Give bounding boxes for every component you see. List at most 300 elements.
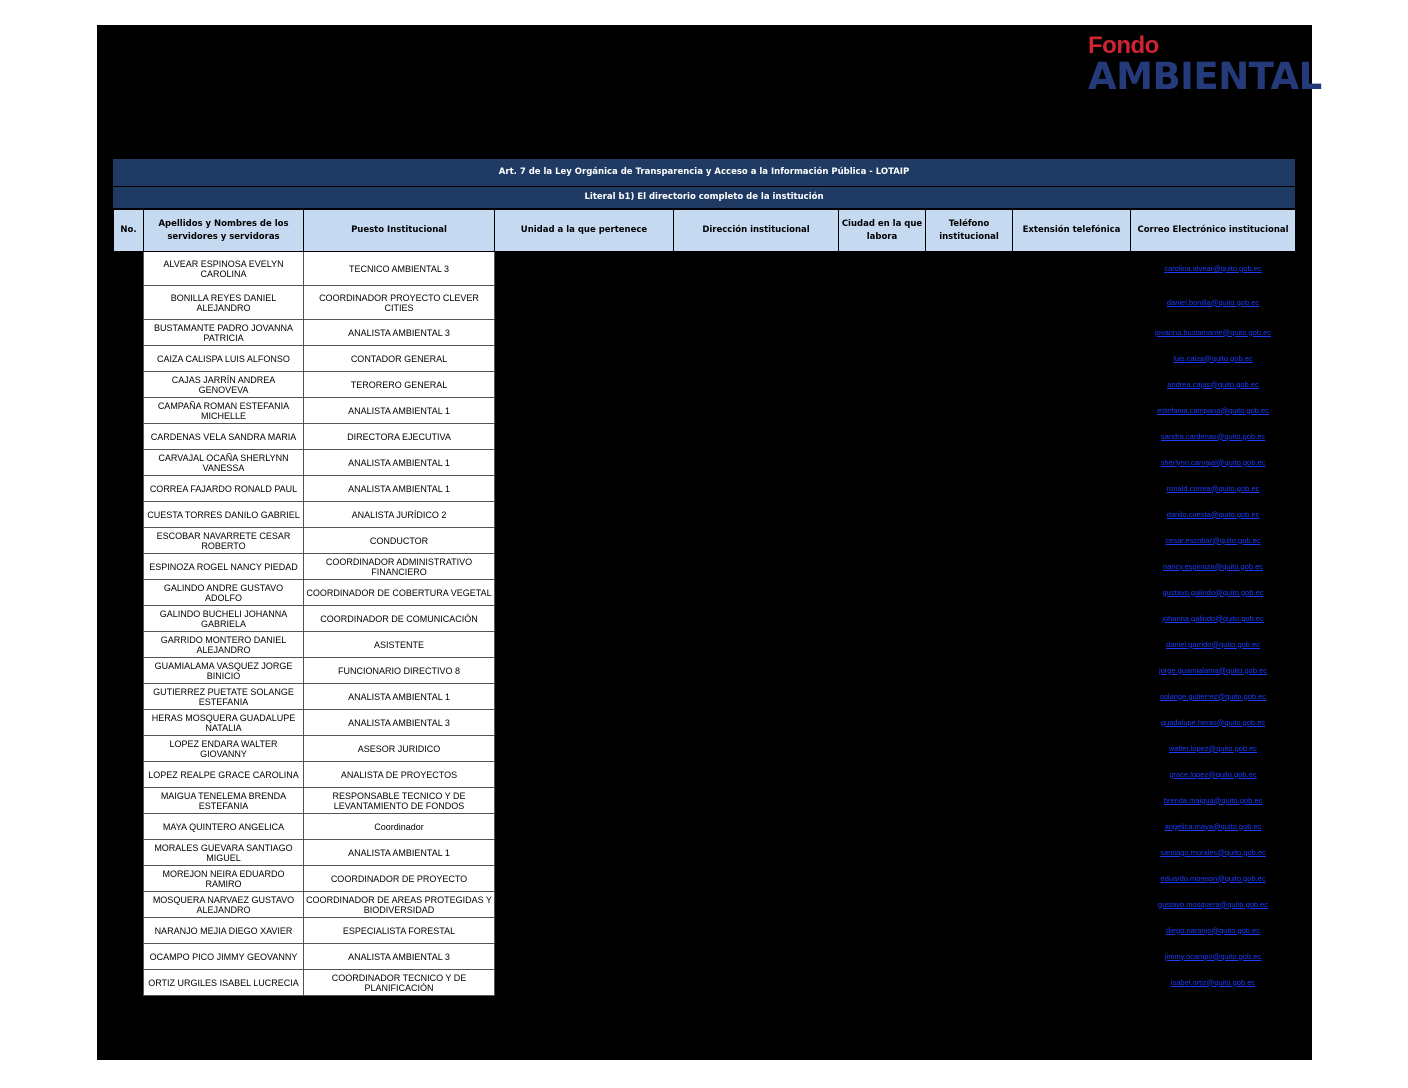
cell-extension	[1013, 658, 1131, 684]
cell-position: ANALISTA AMBIENTAL 1	[304, 840, 495, 866]
cell-no	[114, 606, 144, 632]
table-row	[114, 606, 1296, 632]
cell-address	[674, 684, 839, 710]
col-header-address: Dirección institucional	[674, 210, 839, 252]
cell-position: FUNCIONARIO DIRECTIVO 8	[304, 658, 495, 684]
cell-email	[1131, 450, 1296, 476]
cell-position: RESPONSABLE TECNICO Y DE LEVANTAMIENTO DE FONDOS	[304, 788, 495, 814]
cell-phone	[926, 918, 1013, 944]
cell-name: ESPINOZA ROGEL NANCY PIEDAD	[144, 554, 304, 580]
cell-phone	[926, 788, 1013, 814]
cell-unit	[495, 970, 674, 996]
email-link[interactable]: diego.naranjo@quito.gob.ec	[1166, 925, 1260, 935]
cell-no	[114, 658, 144, 684]
cell-city	[839, 554, 926, 580]
cell-email	[1131, 684, 1296, 710]
email-link[interactable]: walter.lopez@quito.gob.ec	[1168, 743, 1258, 753]
table-subtitle: Literal b1) El directorio completo de la institución	[113, 187, 1295, 208]
cell-no	[114, 840, 144, 866]
cell-name: GARRIDO MONTERO DANIEL ALEJANDRO	[144, 632, 304, 658]
cell-phone	[926, 450, 1013, 476]
cell-extension	[1013, 554, 1131, 580]
cell-no	[114, 814, 144, 840]
email-link[interactable]: gustavo.mosquera@quito.gob.ec	[1157, 899, 1269, 909]
col-header-name: Apellidos y Nombres de los servidores y servidoras	[144, 210, 304, 252]
table-row	[114, 762, 1296, 788]
cell-position: DIRECTORA EJECUTIVA	[304, 424, 495, 450]
cell-position: COORDINADOR ADMINISTRATIVO FINANCIERO	[304, 554, 495, 580]
cell-phone	[926, 762, 1013, 788]
cell-address	[674, 346, 839, 372]
cell-unit	[495, 580, 674, 606]
email-link[interactable]: isabel.ortiz@quito.gob.ec	[1170, 977, 1256, 987]
cell-name: ORTIZ URGILES ISABEL LUCRECIA	[144, 970, 304, 996]
cell-extension	[1013, 320, 1131, 346]
cell-unit	[495, 944, 674, 970]
email-link[interactable]: daniel.bonilla@quito.gob.ec	[1166, 297, 1260, 307]
cell-name: MAIGUA TENELEMA BRENDA ESTEFANIA	[144, 788, 304, 814]
cell-extension	[1013, 528, 1131, 554]
cell-no	[114, 502, 144, 528]
cell-extension	[1013, 346, 1131, 372]
cell-phone	[926, 866, 1013, 892]
table-row	[114, 372, 1296, 398]
email-link[interactable]: jimmy.ocampo@quito.gob.ec	[1164, 951, 1262, 961]
email-link[interactable]: cesar.escobar@quito.gob.ec	[1165, 535, 1261, 545]
cell-no	[114, 918, 144, 944]
cell-email	[1131, 554, 1296, 580]
cell-no	[114, 252, 144, 286]
cell-extension	[1013, 710, 1131, 736]
cell-email	[1131, 892, 1296, 918]
cell-extension	[1013, 762, 1131, 788]
cell-city	[839, 424, 926, 450]
cell-name: BUSTAMANTE PADRO JOVANNA PATRICIA	[144, 320, 304, 346]
cell-name: MORALES GUEVARA SANTIAGO MIGUEL	[144, 840, 304, 866]
table-body	[114, 252, 1296, 996]
cell-phone	[926, 320, 1013, 346]
cell-address	[674, 398, 839, 424]
cell-position: ANALISTA AMBIENTAL 1	[304, 476, 495, 502]
cell-position: ASESOR JURIDICO	[304, 736, 495, 762]
email-link[interactable]: grace.lopez@quito.gob.ec	[1169, 769, 1257, 779]
cell-city	[839, 372, 926, 398]
cell-position: COORDINADOR DE PROYECTO	[304, 866, 495, 892]
cell-unit	[495, 554, 674, 580]
cell-city	[839, 606, 926, 632]
cell-email	[1131, 918, 1296, 944]
cell-no	[114, 528, 144, 554]
cell-address	[674, 970, 839, 996]
cell-extension	[1013, 476, 1131, 502]
cell-no	[114, 398, 144, 424]
cell-phone	[926, 554, 1013, 580]
cell-phone	[926, 710, 1013, 736]
cell-name: CARVAJAL OCAÑA SHERLYNN VANESSA	[144, 450, 304, 476]
table-row	[114, 528, 1296, 554]
cell-city	[839, 346, 926, 372]
cell-phone	[926, 580, 1013, 606]
cell-name: CAIZA CALISPA LUIS ALFONSO	[144, 346, 304, 372]
cell-unit	[495, 892, 674, 918]
cell-extension	[1013, 502, 1131, 528]
cell-position: ANALISTA AMBIENTAL 3	[304, 944, 495, 970]
table-row	[114, 398, 1296, 424]
cell-address	[674, 814, 839, 840]
email-link[interactable]: estefania.campana@quito.gob.ec	[1157, 405, 1269, 415]
cell-address	[674, 554, 839, 580]
cell-extension	[1013, 684, 1131, 710]
cell-email	[1131, 398, 1296, 424]
cell-no	[114, 346, 144, 372]
cell-position: ANALISTA AMBIENTAL 1	[304, 684, 495, 710]
cell-unit	[495, 736, 674, 762]
table-row	[114, 970, 1296, 996]
email-link[interactable]: sherlynn.carvajal@quito.gob.ec	[1160, 457, 1266, 467]
cell-extension	[1013, 252, 1131, 286]
cell-unit	[495, 632, 674, 658]
cell-no	[114, 710, 144, 736]
cell-city	[839, 814, 926, 840]
cell-no	[114, 554, 144, 580]
cell-position: COORDINADOR PROYECTO CLEVER CITIES	[304, 286, 495, 320]
cell-city	[839, 892, 926, 918]
cell-city	[839, 476, 926, 502]
cell-address	[674, 762, 839, 788]
cell-extension	[1013, 918, 1131, 944]
cell-name: CAMPAÑA ROMAN ESTEFANIA MICHELLE	[144, 398, 304, 424]
cell-extension	[1013, 788, 1131, 814]
table-row	[114, 710, 1296, 736]
cell-phone	[926, 372, 1013, 398]
cell-no	[114, 866, 144, 892]
cell-unit	[495, 606, 674, 632]
cell-address	[674, 286, 839, 320]
col-header-phone: Teléfono institucional	[926, 210, 1013, 252]
cell-extension	[1013, 424, 1131, 450]
email-link[interactable]: ronald.correa@quito.gob.ec	[1166, 483, 1260, 493]
cell-no	[114, 320, 144, 346]
cell-city	[839, 684, 926, 710]
cell-email	[1131, 762, 1296, 788]
cell-name: OCAMPO PICO JIMMY GEOVANNY	[144, 944, 304, 970]
cell-position: Coordinador	[304, 814, 495, 840]
cell-unit	[495, 814, 674, 840]
cell-extension	[1013, 632, 1131, 658]
cell-address	[674, 372, 839, 398]
email-link[interactable]: andrea.cajas@quito.gob.ec	[1167, 379, 1259, 389]
email-link[interactable]: guadalupe.heras@quito.gob.ec	[1160, 717, 1266, 727]
table-row	[114, 502, 1296, 528]
cell-unit	[495, 840, 674, 866]
cell-email	[1131, 736, 1296, 762]
email-link[interactable]: santiago.morales@quito.gob.ec	[1160, 847, 1266, 857]
cell-unit	[495, 658, 674, 684]
email-link[interactable]: carolina.alvear@quito.gob.ec	[1164, 263, 1262, 273]
table-row	[114, 580, 1296, 606]
cell-unit	[495, 684, 674, 710]
cell-no	[114, 970, 144, 996]
cell-position: COORDINADOR TECNICO Y DE PLANIFICACIÓN	[304, 970, 495, 996]
email-link[interactable]: sandra.cardenas@quito.gob.ec	[1160, 431, 1266, 441]
cell-unit	[495, 286, 674, 320]
cell-phone	[926, 398, 1013, 424]
cell-unit	[495, 398, 674, 424]
cell-city	[839, 580, 926, 606]
cell-position: CONTADOR GENERAL	[304, 346, 495, 372]
email-link[interactable]: johanna.galindo@quito.gob.ec	[1162, 613, 1264, 623]
cell-email	[1131, 502, 1296, 528]
cell-position: COORDINADOR DE COMUNICACIÓN	[304, 606, 495, 632]
cell-extension	[1013, 814, 1131, 840]
logo-top-word: Fondo	[1088, 32, 1159, 59]
cell-email	[1131, 840, 1296, 866]
table-row	[114, 320, 1296, 346]
cell-position: TERORERO GENERAL	[304, 372, 495, 398]
email-link[interactable]: solange.gutierrez@quito.gob.ec	[1159, 691, 1266, 701]
cell-position: COORDINADOR DE COBERTURA VEGETAL	[304, 580, 495, 606]
cell-unit	[495, 502, 674, 528]
cell-name: CUESTA TORRES DANILO GABRIEL	[144, 502, 304, 528]
cell-no	[114, 684, 144, 710]
cell-address	[674, 866, 839, 892]
cell-name: GALINDO ANDRE GUSTAVO ADOLFO	[144, 580, 304, 606]
table-row	[114, 346, 1296, 372]
cell-address	[674, 424, 839, 450]
cell-email	[1131, 528, 1296, 554]
cell-address	[674, 944, 839, 970]
cell-extension	[1013, 286, 1131, 320]
cell-unit	[495, 372, 674, 398]
col-header-position: Puesto Institucional	[304, 210, 495, 252]
cell-email	[1131, 286, 1296, 320]
cell-extension	[1013, 840, 1131, 866]
cell-email	[1131, 866, 1296, 892]
cell-unit	[495, 866, 674, 892]
table-row	[114, 840, 1296, 866]
table-row	[114, 252, 1296, 286]
cell-address	[674, 632, 839, 658]
cell-extension	[1013, 866, 1131, 892]
cell-email	[1131, 788, 1296, 814]
cell-phone	[926, 632, 1013, 658]
cell-email	[1131, 372, 1296, 398]
cell-no	[114, 892, 144, 918]
cell-no	[114, 762, 144, 788]
cell-city	[839, 658, 926, 684]
cell-phone	[926, 840, 1013, 866]
cell-position: ASISTENTE	[304, 632, 495, 658]
cell-phone	[926, 528, 1013, 554]
cell-address	[674, 502, 839, 528]
cell-name: NARANJO MEJIA DIEGO XAVIER	[144, 918, 304, 944]
cell-unit	[495, 346, 674, 372]
cell-address	[674, 580, 839, 606]
cell-city	[839, 918, 926, 944]
email-link[interactable]: gustavo.galindo@quito.gob.ec	[1162, 587, 1264, 597]
cell-phone	[926, 424, 1013, 450]
cell-position: TECNICO AMBIENTAL 3	[304, 252, 495, 286]
cell-city	[839, 398, 926, 424]
cell-address	[674, 320, 839, 346]
cell-name: GALINDO BUCHELI JOHANNA GABRIELA	[144, 606, 304, 632]
cell-email	[1131, 320, 1296, 346]
cell-email	[1131, 580, 1296, 606]
cell-phone	[926, 286, 1013, 320]
cell-phone	[926, 346, 1013, 372]
cell-email	[1131, 814, 1296, 840]
cell-no	[114, 286, 144, 320]
cell-city	[839, 252, 926, 286]
logo-bottom-word: AMBIENTAL	[1088, 55, 1322, 98]
cell-address	[674, 840, 839, 866]
email-link[interactable]: jovanna.bustamante@quito.gob.ec	[1154, 327, 1272, 337]
cell-extension	[1013, 372, 1131, 398]
cell-phone	[926, 606, 1013, 632]
email-link[interactable]: brenda.maigua@quito.gob.ec	[1163, 795, 1263, 805]
cell-phone	[926, 736, 1013, 762]
cell-name: CARDENAS VELA SANDRA MARIA	[144, 424, 304, 450]
cell-city	[839, 970, 926, 996]
cell-name: BONILLA REYES DANIEL ALEJANDRO	[144, 286, 304, 320]
cell-unit	[495, 788, 674, 814]
cell-extension	[1013, 398, 1131, 424]
table-row	[114, 658, 1296, 684]
cell-email	[1131, 710, 1296, 736]
cell-no	[114, 424, 144, 450]
col-header-unit: Unidad a la que pertenece	[495, 210, 674, 252]
table-row	[114, 450, 1296, 476]
cell-no	[114, 450, 144, 476]
fondo-ambiental-logo	[1088, 32, 1322, 99]
cell-position: ESPECIALISTA FORESTAL	[304, 918, 495, 944]
cell-no	[114, 632, 144, 658]
cell-name: HERAS MOSQUERA GUADALUPE NATALIA	[144, 710, 304, 736]
cell-unit	[495, 918, 674, 944]
cell-address	[674, 788, 839, 814]
cell-no	[114, 788, 144, 814]
table-row	[114, 918, 1296, 944]
cell-unit	[495, 762, 674, 788]
cell-position: ANALISTA AMBIENTAL 3	[304, 320, 495, 346]
cell-extension	[1013, 580, 1131, 606]
table-row	[114, 788, 1296, 814]
cell-phone	[926, 502, 1013, 528]
cell-unit	[495, 450, 674, 476]
cell-name: ESCOBAR NAVARRETE CESAR ROBERTO	[144, 528, 304, 554]
table-row	[114, 424, 1296, 450]
email-link[interactable]: jorge.guamialama@quito.gob.ec	[1158, 665, 1268, 675]
cell-extension	[1013, 970, 1131, 996]
email-link[interactable]: eduardo.morejon@quito.gob.ec	[1160, 873, 1266, 883]
cell-city	[839, 450, 926, 476]
cell-extension	[1013, 944, 1131, 970]
cell-unit	[495, 424, 674, 450]
table-row	[114, 632, 1296, 658]
table-row	[114, 286, 1296, 320]
cell-position: ANALISTA AMBIENTAL 1	[304, 398, 495, 424]
cell-address	[674, 252, 839, 286]
table-row	[114, 814, 1296, 840]
email-link[interactable]: nancy.espinoza@quito.gob.ec	[1162, 561, 1264, 571]
cell-no	[114, 580, 144, 606]
cell-city	[839, 320, 926, 346]
cell-extension	[1013, 892, 1131, 918]
cell-name: MOSQUERA NARVAEZ GUSTAVO ALEJANDRO	[144, 892, 304, 918]
cell-city	[839, 840, 926, 866]
cell-name: GUTIERREZ PUETATE SOLANGE ESTEFANIA	[144, 684, 304, 710]
cell-city	[839, 944, 926, 970]
table-row	[114, 736, 1296, 762]
table-row	[114, 554, 1296, 580]
cell-email	[1131, 606, 1296, 632]
cell-phone	[926, 814, 1013, 840]
cell-name: CORREA FAJARDO RONALD PAUL	[144, 476, 304, 502]
cell-name: CAJAS JARRÍN ANDREA GENOVEVA	[144, 372, 304, 398]
cell-name: ALVEAR ESPINOSA EVELYN CAROLINA	[144, 252, 304, 286]
cell-name: MOREJON NEIRA EDUARDO RAMIRO	[144, 866, 304, 892]
table-row	[114, 476, 1296, 502]
cell-phone	[926, 658, 1013, 684]
cell-email	[1131, 658, 1296, 684]
cell-unit	[495, 252, 674, 286]
cell-name: LOPEZ REALPE GRACE CAROLINA	[144, 762, 304, 788]
email-link[interactable]: daniel.garrido@quito.gob.ec	[1166, 639, 1260, 649]
cell-position: ANALISTA DE PROYECTOS	[304, 762, 495, 788]
cell-email	[1131, 944, 1296, 970]
cell-phone	[926, 892, 1013, 918]
cell-city	[839, 528, 926, 554]
cell-unit	[495, 320, 674, 346]
email-link[interactable]: luis.caiza@quito.gob.ec	[1173, 353, 1253, 363]
cell-position: ANALISTA AMBIENTAL 3	[304, 710, 495, 736]
cell-phone	[926, 252, 1013, 286]
email-link[interactable]: danilo.cuesta@quito.gob.ec	[1166, 509, 1260, 519]
cell-unit	[495, 476, 674, 502]
cell-phone	[926, 970, 1013, 996]
cell-address	[674, 528, 839, 554]
cell-name: LOPEZ ENDARA WALTER GIOVANNY	[144, 736, 304, 762]
email-link[interactable]: angelica.maya@quito.gob.ec	[1164, 821, 1262, 831]
cell-address	[674, 710, 839, 736]
cell-city	[839, 710, 926, 736]
directory-table	[113, 209, 1296, 996]
col-header-extension: Extensión telefónica	[1013, 210, 1131, 252]
table-title: Art. 7 de la Ley Orgánica de Transparencia y Acceso a la Información Pública - LOTAIP	[113, 159, 1295, 186]
header-row	[114, 210, 1296, 252]
cell-address	[674, 918, 839, 944]
cell-address	[674, 606, 839, 632]
cell-email	[1131, 632, 1296, 658]
cell-no	[114, 476, 144, 502]
cell-position: COORDINADOR DE AREAS PROTEGIDAS Y BIODIVERSIDAD	[304, 892, 495, 918]
cell-phone	[926, 684, 1013, 710]
cell-address	[674, 658, 839, 684]
cell-extension	[1013, 736, 1131, 762]
cell-address	[674, 736, 839, 762]
cell-name: GUAMIALAMA VASQUEZ JORGE BINICIO	[144, 658, 304, 684]
cell-city	[839, 866, 926, 892]
col-header-no: No.	[114, 210, 144, 252]
cell-city	[839, 762, 926, 788]
cell-no	[114, 736, 144, 762]
cell-city	[839, 736, 926, 762]
cell-extension	[1013, 450, 1131, 476]
cell-no	[114, 372, 144, 398]
cell-email	[1131, 476, 1296, 502]
cell-address	[674, 892, 839, 918]
table-row	[114, 944, 1296, 970]
